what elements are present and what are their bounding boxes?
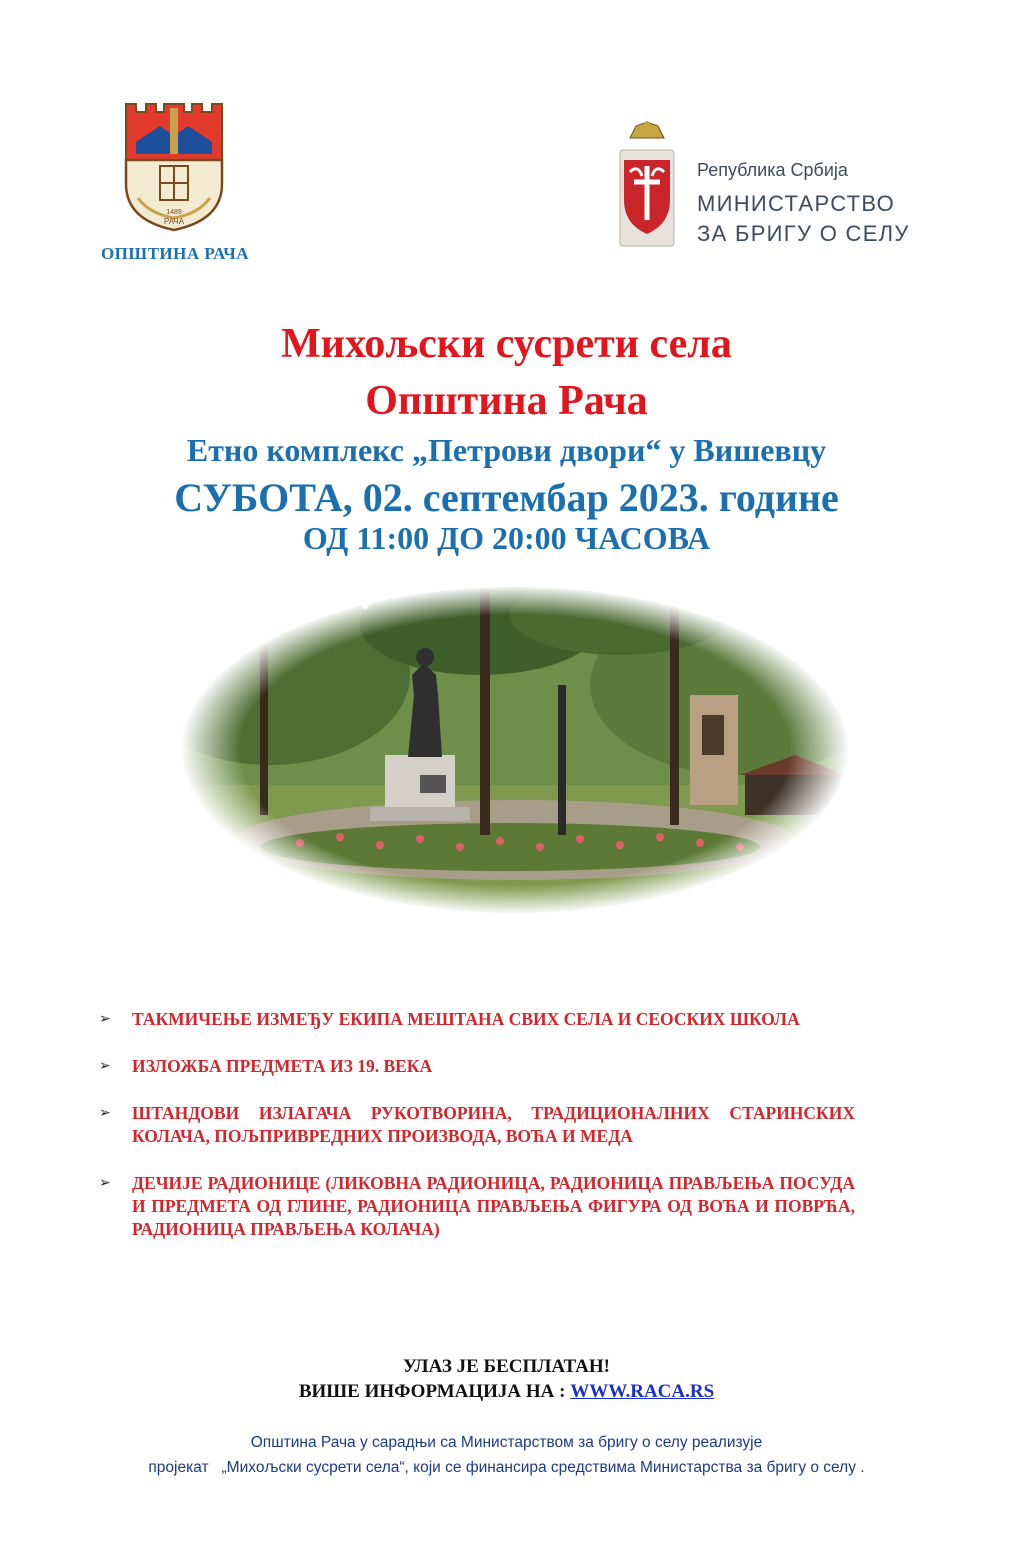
ministry-name-line-2: ЗА БРИГУ О СЕЛУ — [697, 221, 910, 246]
program-item-text: ДЕЧИЈЕ РАДИОНИЦЕ (ЛИКОВНА РАДИОНИЦА, РАДИОНИЦА ПРАВЉЕЊА ПОСУДА И ПРЕДМЕТА ОД ГЛИНЕ, РАДИОНИЦА ПРАВЉЕЊА ФИГУРА ОД ВОЋА И ПОВРЋА, РАДИОНИЦА ПРАВЉЕЊА КОЛАЧА) — [132, 1173, 855, 1239]
event-subtitle: Општина Рача — [365, 378, 648, 424]
list-item — [95, 1008, 855, 1031]
event-date: СУБОТА, 02. септембар 2023. године — [174, 475, 839, 520]
logo-town: РАЧА — [163, 217, 185, 226]
list-item — [95, 1172, 855, 1241]
program-item-text: ТАКМИЧЕЊЕ ИЗМЕЂУ ЕКИПА МЕШТАНА СВИХ СЕЛА И СЕОСКИХ ШКОЛА — [132, 1009, 800, 1029]
arrow-bullet-icon: ➢ — [99, 1176, 111, 1191]
funding-credit-line-1: Општина Рача у сарадњи са Министарством за бригу о селу реализује — [250, 1434, 763, 1451]
ministry-name-line-1: МИНИСТАРСТВО — [697, 191, 896, 216]
municipality-logo — [120, 102, 228, 232]
arrow-bullet-icon: ➢ — [99, 1059, 111, 1074]
list-item — [95, 1102, 855, 1148]
venue-photo — [180, 585, 850, 915]
free-entry-notice: УЛАЗ ЈЕ БЕСПЛАТАН! — [402, 1356, 611, 1377]
event-time: ОД 11:00 ДО 20:00 ЧАСОВА — [302, 520, 711, 556]
ministry-logo-text — [697, 160, 910, 249]
ministry-country: Република Србија — [697, 160, 848, 180]
event-title: Михољски сусрети села — [281, 321, 732, 367]
funding-credit-line-2: пројекат „Михољски сусрети села“, који се финансира средствима Министарства за бригу о селу . — [148, 1459, 865, 1476]
website-link[interactable]: WWW.RACA.RS — [570, 1381, 715, 1402]
program-item-text: ШТАНДОВИ ИЗЛАГАЧА РУКОТВОРИНА, ТРАДИЦИОНАЛНИХ СТАРИНСКИХ КОЛАЧА, ПОЉПРИВРЕДНИХ ПРОИЗВОДА, ВОЋА И МЕДА — [132, 1103, 855, 1146]
more-info-row — [0, 1381, 1013, 1403]
more-info-label: ВИШЕ ИНФОРМАЦИЈА НА : — [298, 1381, 571, 1402]
event-venue: Етно комплекс „Петрови двори“ у Вишевцу — [186, 432, 827, 468]
serbian-coat-of-arms-icon — [618, 120, 676, 248]
program-item-text: ИЗЛОЖБА ПРЕДМЕТА ИЗ 19. ВЕКА — [132, 1056, 433, 1076]
municipality-name: ОПШТИНА РАЧА — [100, 244, 250, 263]
arrow-bullet-icon: ➢ — [99, 1106, 111, 1121]
logo-year: 1489 — [166, 209, 182, 216]
program-list — [95, 1008, 855, 1265]
list-item — [95, 1055, 855, 1078]
arrow-bullet-icon: ➢ — [99, 1012, 111, 1027]
